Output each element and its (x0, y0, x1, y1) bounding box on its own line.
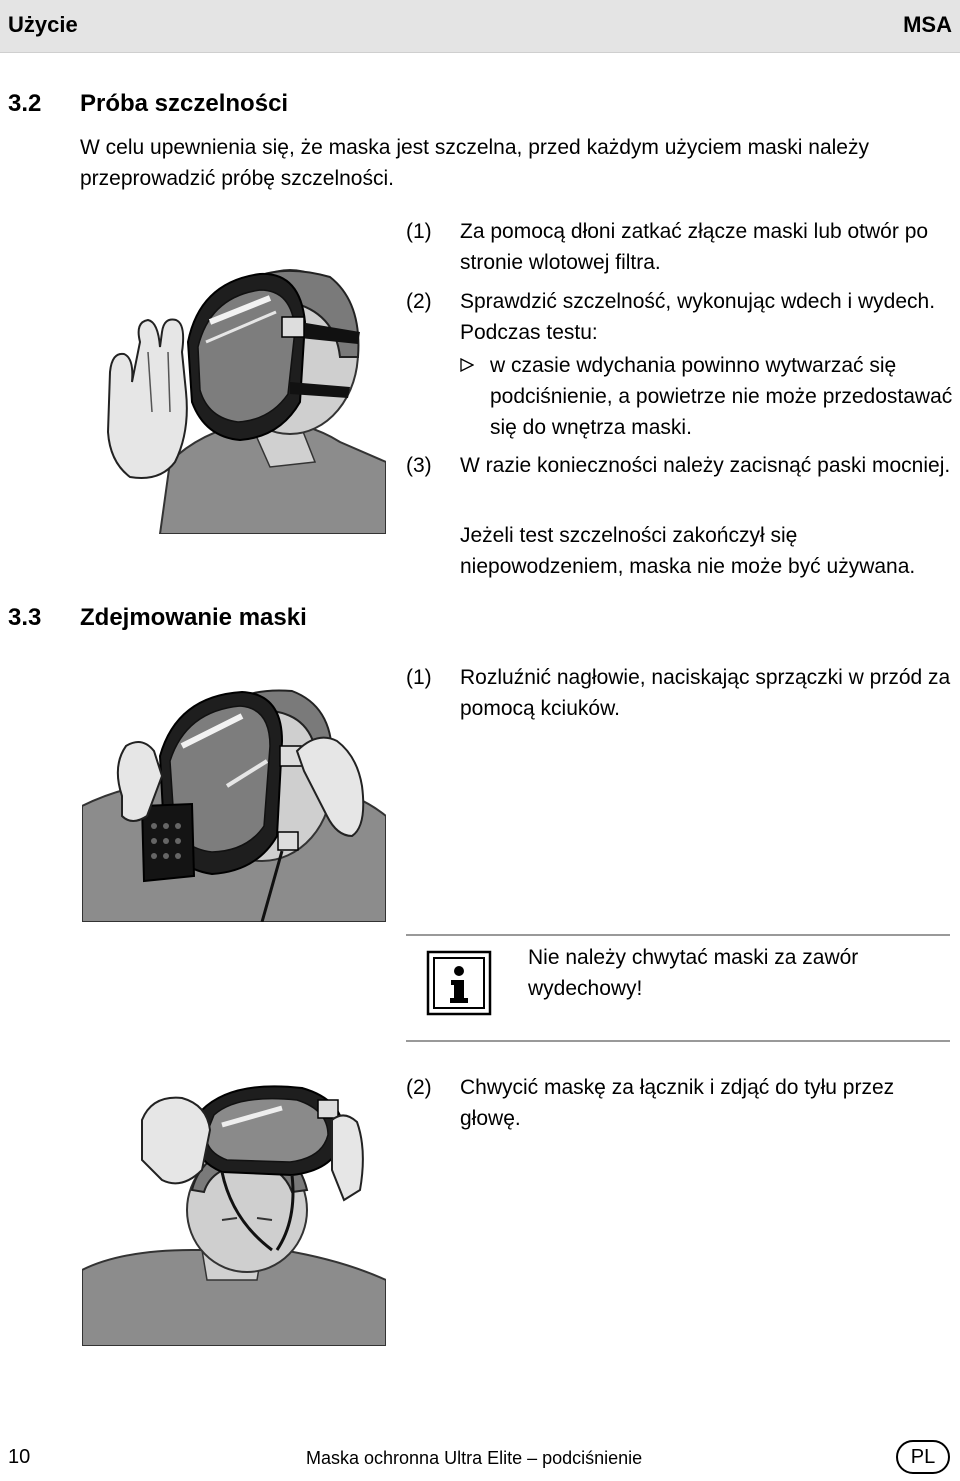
illustration-tightness-test (100, 262, 386, 534)
illustration-remove-mask (82, 1080, 386, 1346)
header-brand: MSA (903, 12, 952, 37)
page-header (0, 0, 960, 53)
step-1 (406, 216, 956, 278)
info-icon (426, 950, 492, 1016)
header-section-title: Użycie (8, 12, 78, 37)
divider-bottom (406, 1040, 950, 1042)
language-badge: PL (896, 1440, 950, 1474)
step-number: (1) (406, 220, 432, 243)
step-number: (2) (406, 290, 432, 313)
section-title: Próba szczelności (80, 90, 289, 117)
failure-note: Jeżeli test szczelności zakończył się niepowodzeniem, maska nie może być używana. (460, 524, 916, 578)
step-2 (406, 286, 956, 348)
step-number: (1) (406, 666, 432, 689)
info-note-text: Nie należy chwytać maski za zawór wydechowy! (528, 946, 859, 1000)
page-number: 10 (8, 1446, 31, 1468)
removal-step-2 (406, 1072, 956, 1134)
bullet-item (460, 350, 956, 443)
step-text: Rozluźnić nagłowie, naciskając sprzączki w przód za pomocą kciuków. (460, 666, 951, 720)
step-text: Chwycić maskę za łącznik i zdjąć do tyłu przez głowę. (460, 1076, 895, 1130)
section-number: 3.3 (8, 604, 42, 631)
illustration-loosen-harness (82, 686, 386, 922)
triangle-bullet-icon (460, 358, 474, 372)
bullet-text: w czasie wdychania powinno wytwarzać się podciśnienie, a powietrze nie może przedostawać się do wnętrza maski. (490, 354, 953, 439)
step-3 (406, 450, 956, 481)
divider-top (406, 934, 950, 936)
section-number: 3.2 (8, 90, 42, 117)
step-text: Sprawdzić szczelność, wykonując wdech i wydech. Podczas testu: (460, 290, 936, 344)
section-title: Zdejmowanie maski (80, 604, 307, 631)
step-number: (2) (406, 1076, 432, 1099)
removal-step-1 (406, 662, 956, 724)
section-intro: W celu upewnienia się, że maska jest szczelna, przed każdym użyciem maski należy przeprowadzić próbę szczelności. (80, 136, 869, 190)
step-text: W razie konieczności należy zacisnąć paski mocniej. (460, 454, 951, 477)
step-number: (3) (406, 454, 432, 477)
footer-document-title: Maska ochronna Ultra Elite – podciśnienie (306, 1448, 643, 1468)
step-text: Za pomocą dłoni zatkać złącze maski lub otwór po stronie wlotowej filtra. (460, 220, 929, 274)
